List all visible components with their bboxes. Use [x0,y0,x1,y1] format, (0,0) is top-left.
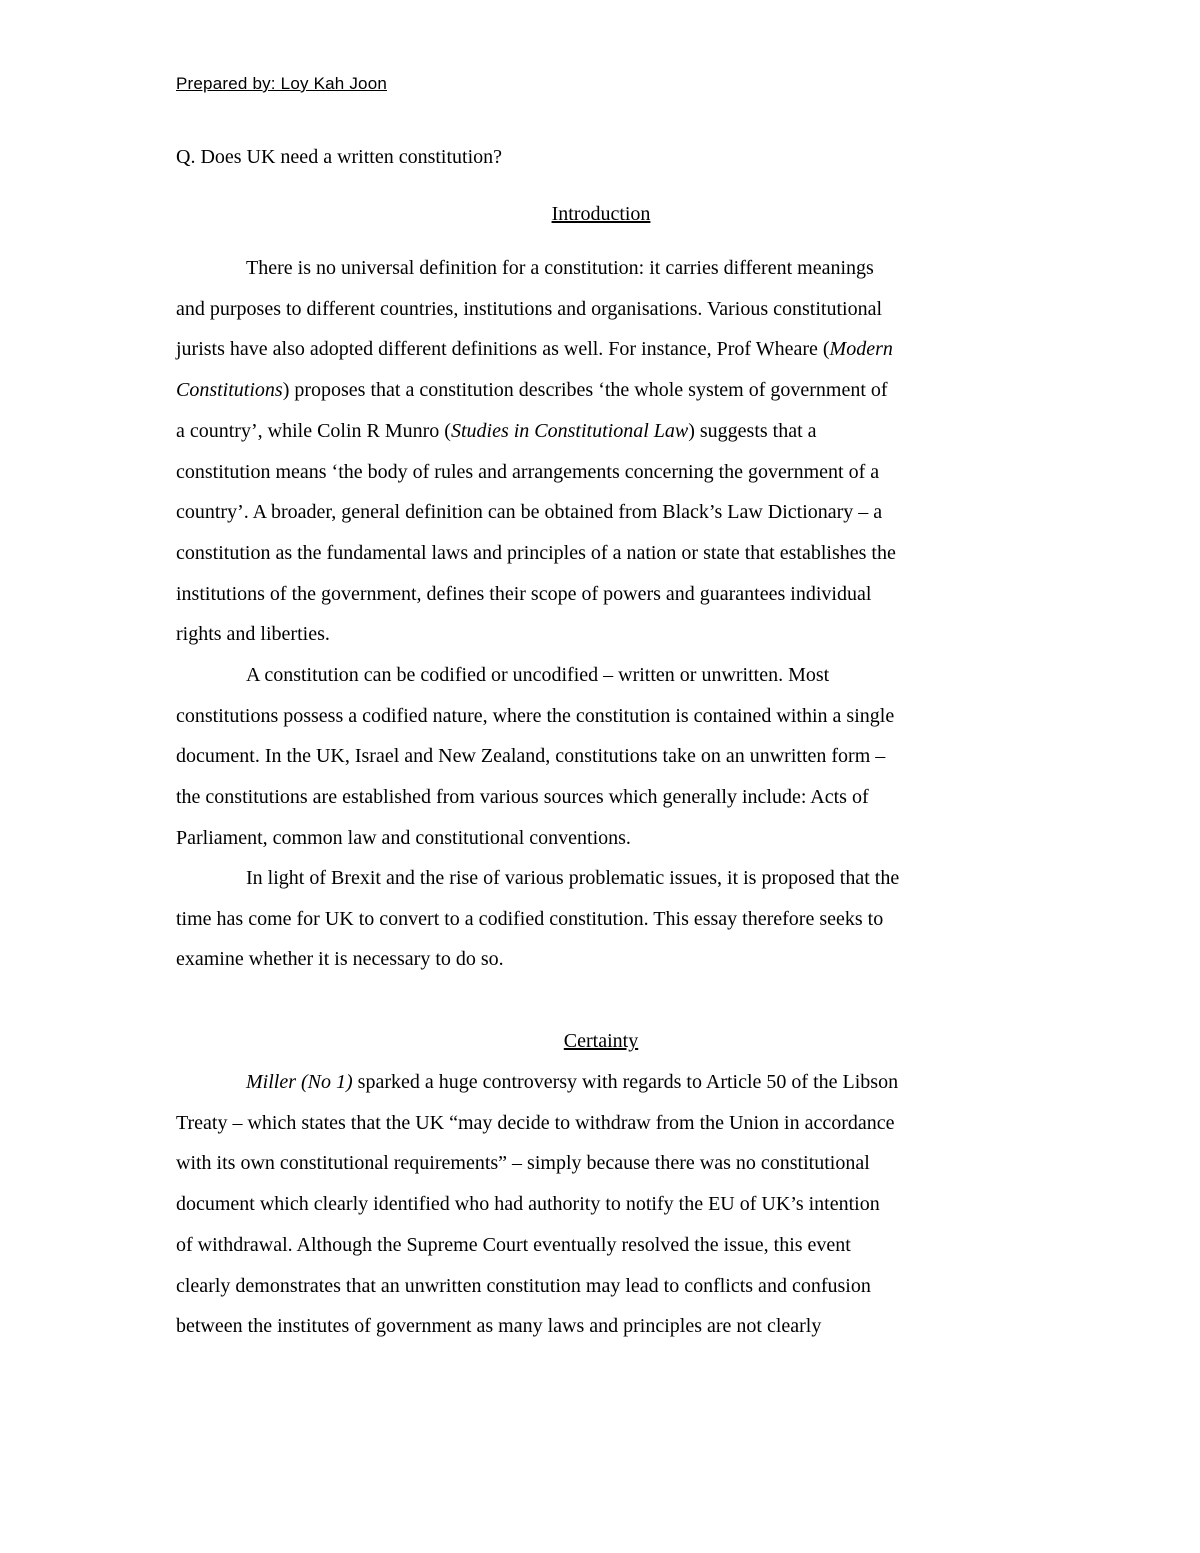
intro-paragraph-1 [176,248,1026,655]
certainty-paragraph-1 [176,1062,1026,1347]
text-line: institutions of the government, defines their scope of powers and guarantees individual [176,582,872,605]
text-line: In light of Brexit and the rise of various problematic issues, it is proposed that the [246,867,900,889]
text-line: document which clearly identified who had authority to notify the EU of UK’s intention [176,1193,880,1216]
text-line: clearly demonstrates that an unwritten constitution may lead to conflicts and confusion [176,1274,871,1297]
text-line: There is no universal definition for a constitution: it carries different meanings [246,257,874,279]
text-segment: ) suggests that a [688,419,817,442]
text-line: country’. A broader, general definition can be obtained from Black’s Law Dictionary – a [176,501,883,524]
citation-constitutions: Constitutions [176,379,283,402]
text-line [176,329,1026,370]
heading-certainty: Certainty [563,1030,639,1052]
heading-introduction: Introduction [551,203,651,225]
text-line: of withdrawal. Although the Supreme Court eventually resolved the issue, this event [176,1233,851,1256]
citation-modern-constitutions: Modern [829,338,893,361]
text-line [176,370,1026,411]
citation-miller-no-1: Miller (No 1) [246,1071,353,1093]
text-line: constitutions possess a codified nature, where the constitution is contained within a single [176,704,895,727]
intro-paragraph-2 [176,655,1026,859]
text-line: rights and liberties. [176,623,330,646]
text-segment: a country’, while Colin R Munro ( [176,419,451,442]
citation-studies-constitutional-law: Studies in Constitutional Law [450,419,689,442]
text-line [176,411,1026,452]
text-line: the constitutions are established from various sources which generally include: Acts of [176,786,869,809]
text-line: Treaty – which states that the UK “may decide to withdraw from the Union in accordance [176,1111,895,1134]
prepared-by-note: Prepared by: Loy Kah Joon [176,74,388,93]
text-line: between the institutes of government as many laws and principles are not clearly [176,1315,822,1338]
text-line: A constitution can be codified or uncodified – written or unwritten. Most [246,664,830,686]
text-line: constitution means ‘the body of rules and arrangements concerning the government of a [176,460,880,483]
text-line: and purposes to different countries, institutions and organisations. Various constitutional [176,297,883,320]
text-line: examine whether it is necessary to do so. [176,948,504,971]
intro-paragraph-3 [176,858,1026,980]
text-line: constitution as the fundamental laws and principles of a nation or state that establishes the [176,541,896,564]
text-segment: sparked a huge controversy with regards to Article 50 of the Libson [352,1071,899,1093]
text-line: document. In the UK, Israel and New Zealand, constitutions take on an unwritten form – [176,745,886,768]
text-line: with its own constitutional requirements” – simply because there was no constitutional [176,1152,870,1175]
text-line [176,1062,1026,1103]
text-line: Parliament, common law and constitutional conventions. [176,826,631,849]
text-segment: jurists have also adopted different definitions as well. For instance, Prof Wheare ( [176,338,830,361]
text-line: time has come for UK to convert to a codified constitution. This essay therefore seeks to [176,907,884,930]
question-title: Q. Does UK need a written constitution? [176,146,503,168]
text-segment: ) proposes that a constitution describes ‘the whole system of government of [282,379,888,402]
